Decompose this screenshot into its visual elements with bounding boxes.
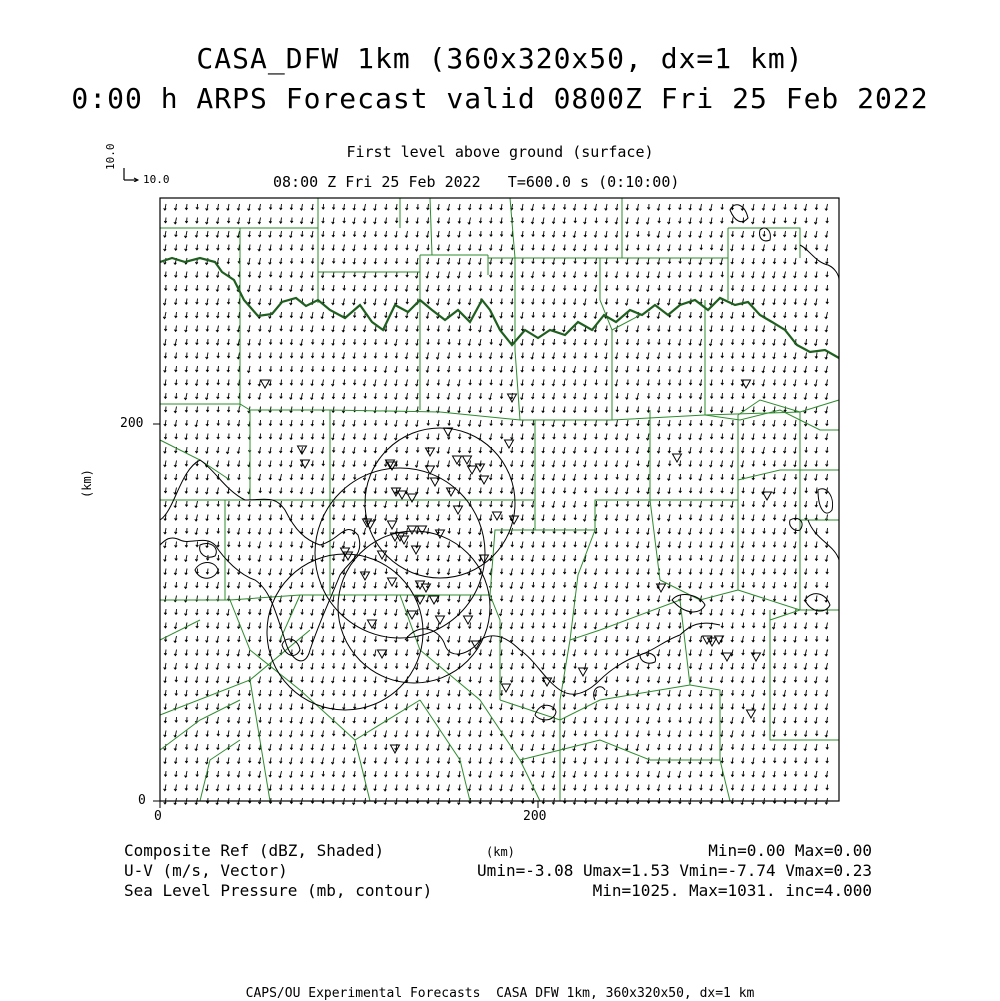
county-line bbox=[160, 440, 230, 480]
y-tick-label: 0 bbox=[138, 793, 146, 808]
station-marker bbox=[723, 653, 732, 661]
y-axis-label: (km) bbox=[80, 469, 94, 498]
pressure-contour bbox=[594, 687, 605, 700]
station-marker bbox=[447, 488, 456, 496]
station-marker bbox=[747, 710, 756, 718]
county-line bbox=[160, 595, 490, 600]
map-subtitle: First level above ground (surface) bbox=[346, 143, 654, 161]
county-line bbox=[650, 500, 660, 580]
county-line bbox=[690, 685, 730, 801]
station-marker bbox=[708, 638, 717, 646]
legend-pressure-range: Min=1025. Max=1031. inc=4.000 bbox=[592, 881, 872, 900]
station-marker bbox=[418, 526, 427, 534]
state-boundary bbox=[160, 258, 839, 358]
legend-ref-range: Min=0.00 Max=0.00 bbox=[708, 841, 872, 860]
station-marker bbox=[261, 380, 270, 388]
x-axis-label: (km) bbox=[486, 845, 515, 859]
station-marker bbox=[436, 616, 445, 624]
station-marker bbox=[378, 551, 387, 559]
station-marker bbox=[388, 521, 397, 529]
station-marker bbox=[430, 596, 439, 604]
reference-vector-x-label: 10.0 bbox=[143, 173, 170, 186]
county-line bbox=[250, 680, 270, 801]
footer-credit: CAPS/OU Experimental Forecasts CASA DFW 1km, 360x320x50, dx=1 km bbox=[245, 986, 755, 1001]
valid-time-line: 08:00 Z Fri 25 Feb 2022 T=600.0 s (0:10:00) bbox=[273, 173, 680, 191]
station-marker bbox=[388, 578, 397, 586]
reference-vector-y-label: 10.0 bbox=[104, 143, 117, 170]
y-tick-label: 200 bbox=[120, 416, 144, 431]
radar-range-rings bbox=[267, 428, 515, 710]
pressure-contour bbox=[672, 595, 705, 612]
county-line bbox=[570, 530, 595, 640]
station-marker bbox=[468, 466, 477, 474]
station-marker bbox=[422, 584, 431, 592]
range-ring bbox=[267, 554, 423, 710]
station-marker bbox=[502, 684, 511, 692]
county-line bbox=[660, 580, 738, 600]
range-ring bbox=[338, 531, 490, 683]
legend-wind-range: Umin=-3.08 Umax=1.53 Vmin=-7.74 Vmax=0.23 bbox=[477, 861, 872, 880]
station-marker bbox=[579, 668, 588, 676]
station-marker bbox=[378, 650, 387, 658]
map-title-line-1: CASA_DFW 1km (360x320x50, dx=1 km) bbox=[196, 42, 804, 75]
county-line bbox=[430, 198, 432, 255]
county-line bbox=[570, 600, 680, 640]
county-line bbox=[488, 258, 600, 300]
station-marker bbox=[493, 512, 502, 520]
wind-vectors bbox=[163, 204, 828, 805]
legend-composite-ref: Composite Ref (dBZ, Shaded) bbox=[124, 841, 385, 860]
county-line bbox=[490, 530, 535, 595]
legend-pressure: Sea Level Pressure (mb, contour) bbox=[124, 881, 433, 900]
wind-vector-field bbox=[163, 204, 828, 805]
station-marker bbox=[464, 616, 473, 624]
station-marker bbox=[408, 611, 417, 619]
county-line bbox=[230, 600, 370, 801]
station-marker bbox=[408, 526, 417, 534]
pressure-contour bbox=[760, 228, 771, 241]
station-marker bbox=[505, 440, 514, 448]
county-line bbox=[440, 412, 520, 420]
station-marker bbox=[408, 494, 417, 502]
county-line bbox=[612, 400, 839, 420]
map-title-line-2: 0:00 h ARPS Forecast valid 0800Z Fri 25 Feb 2022 bbox=[71, 82, 929, 115]
county-line bbox=[680, 600, 690, 685]
county-line bbox=[535, 500, 738, 530]
range-ring bbox=[365, 428, 515, 578]
radar-stations bbox=[261, 380, 772, 753]
station-marker bbox=[426, 448, 435, 456]
county-line bbox=[200, 740, 240, 801]
station-marker bbox=[454, 506, 463, 514]
pressure-contour bbox=[808, 520, 839, 560]
county-line bbox=[770, 610, 839, 740]
x-tick-label: 0 bbox=[154, 809, 162, 824]
x-tick-label: 200 bbox=[523, 809, 547, 824]
legend-wind-vector: U-V (m/s, Vector) bbox=[124, 861, 288, 880]
pressure-contour bbox=[195, 563, 218, 579]
